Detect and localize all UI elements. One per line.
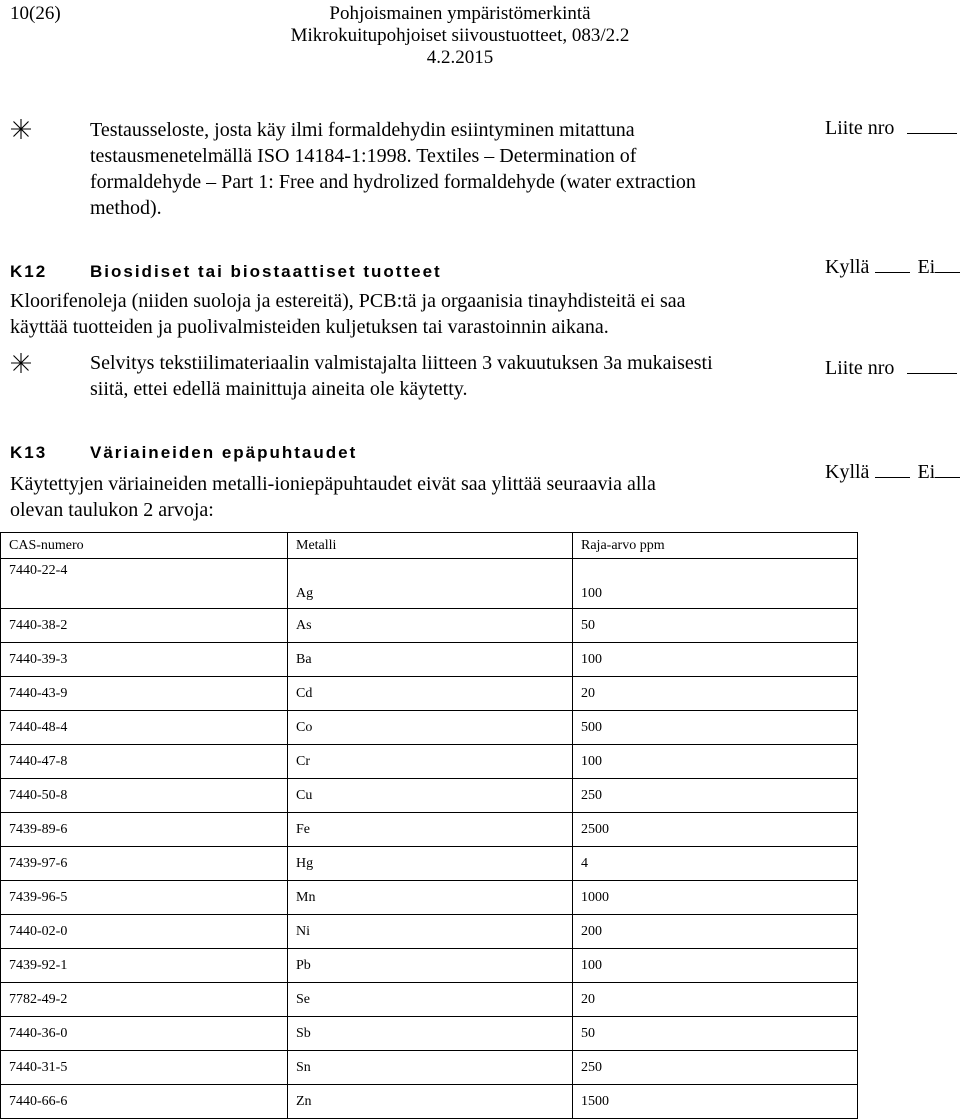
cas-number-cell: 7440-48-4 [1, 711, 288, 745]
text-line: method). [90, 197, 162, 219]
cas-number-cell: 7440-02-0 [1, 915, 288, 949]
table-row [1, 745, 858, 779]
metal-cell: Cr [288, 745, 573, 779]
k13-requirement-text [10, 471, 810, 523]
no-blank[interactable] [935, 272, 960, 273]
cas-number-cell: 7439-97-6 [1, 847, 288, 881]
table-row [1, 711, 858, 745]
page-number: 10(26) [10, 3, 61, 24]
metal-cell: Zn [288, 1085, 573, 1119]
table-row [1, 813, 858, 847]
table-row [1, 677, 858, 711]
limit-value-cell: 50 [573, 1017, 858, 1051]
metal-cell: Mn [288, 881, 573, 915]
document-header [0, 3, 920, 69]
metal-cell: Sn [288, 1051, 573, 1085]
table-row [1, 1051, 858, 1085]
text-line: testausmenetelmällä ISO 14184-1:1998. Textiles – Determination of [90, 145, 637, 167]
column-header-cas: CAS-numero [1, 533, 288, 559]
no-blank[interactable] [935, 477, 960, 478]
text-line: Käytettyjen väriaineiden metalli-ioniepäpuhtaudet eivät saa ylittää seuraavia alla [10, 473, 656, 495]
text-line: Kloorifenoleja (niiden suoloja ja estereitä), PCB:tä ja orgaanisia tinayhdisteitä ei saa [10, 290, 686, 312]
yes-blank[interactable] [875, 477, 910, 478]
table-row [1, 1085, 858, 1119]
asterisk-icon [10, 352, 32, 374]
cas-number-cell: 7440-22-4 [1, 559, 288, 609]
appendix-blank[interactable] [907, 133, 957, 134]
metal-cell: Ag [288, 559, 573, 609]
metal-cell: As [288, 609, 573, 643]
text-line: Selvitys tekstiilimateriaalin valmistajalta liitteen 3 vakuutuksen 3a mukaisesti [90, 352, 713, 374]
yes-label: Kyllä [825, 461, 870, 483]
text-line: formaldehyde – Part 1: Free and hydrolized formaldehyde (water extraction [90, 171, 696, 193]
table-row [1, 643, 858, 677]
metal-cell: Cu [288, 779, 573, 813]
header-date: 4.2.2015 [426, 47, 494, 68]
no-label: Ei [917, 256, 936, 278]
limit-value-cell: 100 [573, 949, 858, 983]
cas-number-cell: 7440-47-8 [1, 745, 288, 779]
metal-cell: Hg [288, 847, 573, 881]
cas-number-cell: 7440-31-5 [1, 1051, 288, 1085]
metal-cell: Sb [288, 1017, 573, 1051]
limit-value-cell: 250 [573, 779, 858, 813]
cas-number-cell: 7440-39-3 [1, 643, 288, 677]
text-line: olevan taulukon 2 arvoja: [10, 499, 214, 521]
cas-number-cell: 7439-89-6 [1, 813, 288, 847]
metal-cell: Fe [288, 813, 573, 847]
cas-number-cell: 7782-49-2 [1, 983, 288, 1017]
appendix-label: Liite nro [825, 357, 895, 379]
cas-number-cell: 7439-96-5 [1, 881, 288, 915]
test-report-requirement [90, 117, 810, 221]
limit-value-cell: 20 [573, 677, 858, 711]
text-line: siitä, ettei edellä mainittuja aineita ole käytetty. [90, 378, 468, 400]
table-body [1, 559, 858, 1119]
metal-cell: Co [288, 711, 573, 745]
k12-documentation-requirement [90, 350, 810, 402]
appendix-number-field[interactable] [825, 116, 957, 140]
yes-label: Kyllä [825, 256, 870, 278]
metal-cell: Ba [288, 643, 573, 677]
table-row [1, 1017, 858, 1051]
cas-number-cell: 7439-92-1 [1, 949, 288, 983]
k12-title: Biosidiset tai biostaattiset tuotteet [90, 262, 442, 281]
appendix-number-field[interactable] [825, 356, 957, 380]
cas-number-cell: 7440-43-9 [1, 677, 288, 711]
limit-value-cell: 50 [573, 609, 858, 643]
appendix-label: Liite nro [825, 117, 895, 139]
column-header-limit: Raja-arvo ppm [573, 533, 858, 559]
table-row [1, 609, 858, 643]
limit-value-cell: 250 [573, 1051, 858, 1085]
cas-number-cell: 7440-36-0 [1, 1017, 288, 1051]
table-header-row [1, 533, 858, 559]
k13-yes-no[interactable] [825, 460, 960, 484]
table-row [1, 881, 858, 915]
cas-number-cell: 7440-50-8 [1, 779, 288, 813]
metal-limits-table [0, 532, 858, 1119]
limit-value-cell: 20 [573, 983, 858, 1017]
k12-code: K12 [10, 262, 48, 281]
text-line: Testausseloste, josta käy ilmi formaldehydin esiintyminen mitattuna [90, 119, 635, 141]
table-row [1, 559, 858, 609]
header-subtitle: Mikrokuitupohjoiset siivoustuotteet, 083/2.2 [290, 25, 630, 46]
limit-value-cell: 2500 [573, 813, 858, 847]
column-header-metal: Metalli [288, 533, 573, 559]
table-row [1, 983, 858, 1017]
yes-blank[interactable] [875, 272, 910, 273]
table-row [1, 915, 858, 949]
limit-value-cell: 100 [573, 745, 858, 779]
table-row [1, 847, 858, 881]
header-title: Pohjoismainen ympäristömerkintä [329, 3, 591, 24]
cas-number-cell: 7440-38-2 [1, 609, 288, 643]
limit-value-cell: 1000 [573, 881, 858, 915]
k13-code: K13 [10, 443, 48, 462]
cas-number-cell: 7440-66-6 [1, 1085, 288, 1119]
table-row [1, 949, 858, 983]
k12-yes-no[interactable] [825, 255, 960, 279]
table-row [1, 779, 858, 813]
k12-requirement-text [10, 288, 810, 340]
metal-cell: Pb [288, 949, 573, 983]
limit-value-cell: 500 [573, 711, 858, 745]
text-line: käyttää tuotteiden ja puolivalmisteiden kuljetuksen tai varastoinnin aikana. [10, 316, 609, 338]
asterisk-icon [10, 118, 32, 140]
limit-value-cell: 100 [573, 559, 858, 609]
metal-cell: Se [288, 983, 573, 1017]
metal-cell: Cd [288, 677, 573, 711]
limit-value-cell: 100 [573, 643, 858, 677]
limit-value-cell: 1500 [573, 1085, 858, 1119]
metal-cell: Ni [288, 915, 573, 949]
appendix-blank[interactable] [907, 373, 957, 374]
k13-title: Väriaineiden epäpuhtaudet [90, 443, 358, 462]
limit-value-cell: 4 [573, 847, 858, 881]
limit-value-cell: 200 [573, 915, 858, 949]
no-label: Ei [917, 461, 936, 483]
